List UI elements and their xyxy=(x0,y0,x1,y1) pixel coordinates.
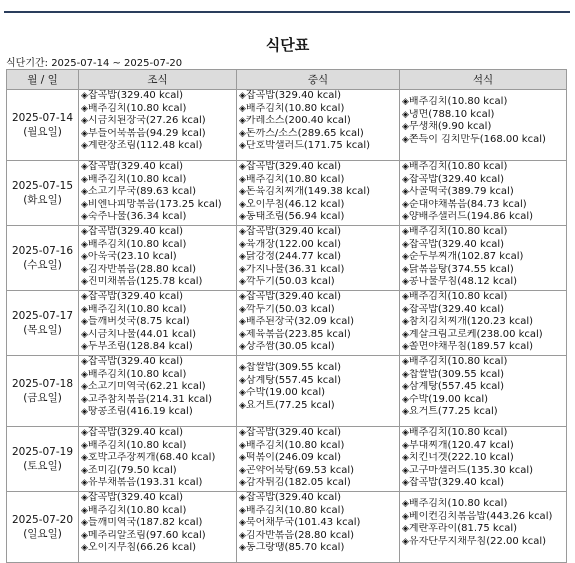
menu-item: ◈ 고구마샐러드(135.30 kcal) xyxy=(402,465,564,478)
menu-item: ◈ 찹쌀밥(309.55 kcal) xyxy=(402,369,564,382)
menu-item: ◈ 돈육김치찌개(149.38 kcal) xyxy=(239,186,397,199)
breakfast-cell xyxy=(79,226,237,291)
lunch-cell xyxy=(237,356,400,427)
menu-item: ◈ 소고기무국(89.63 kcal) xyxy=(81,186,234,199)
menu-item: ◈ 잡곡밥(329.40 kcal) xyxy=(402,174,564,187)
menu-item: ◈ 메추리알조림(97.60 kcal) xyxy=(81,530,234,543)
menu-item: ◈ 고추참치볶음(214.31 kcal) xyxy=(81,394,234,407)
menu-item: ◈ 북어채무국(101.43 kcal) xyxy=(239,517,397,530)
menu-item: ◈ 동그랑땡(85.70 kcal) xyxy=(239,542,397,555)
menu-item: ◈ 잡곡밥(329.40 kcal) xyxy=(81,427,234,440)
menu-item: ◈ 김자반볶음(28.80 kcal) xyxy=(239,530,397,543)
menu-item: ◈ 배추김치(10.80 kcal) xyxy=(402,356,564,369)
breakfast-cell xyxy=(79,356,237,427)
lunch-cell xyxy=(237,226,400,291)
date-text: 2025-07-15 xyxy=(11,180,74,192)
menu-item: ◈ 잡곡밥(329.40 kcal) xyxy=(81,226,234,239)
menu-item: ◈ 유부채볶음(193.31 kcal) xyxy=(81,477,234,490)
menu-item: ◈ 소고기미역국(62.21 kcal) xyxy=(81,381,234,394)
menu-item: ◈ 삼계탕(557.45 kcal) xyxy=(402,381,564,394)
menu-item: ◈ 육개장(122.00 kcal) xyxy=(239,239,397,252)
dinner-cell xyxy=(400,492,567,563)
menu-item: ◈ 냉면(788.10 kcal) xyxy=(402,109,564,122)
menu-item: ◈ 두부조림(128.84 kcal) xyxy=(81,341,234,354)
menu-item: ◈ 제육볶음(223.85 kcal) xyxy=(239,329,397,342)
menu-item: ◈ 떡볶이(246.09 kcal) xyxy=(239,452,397,465)
dinner-cell xyxy=(400,90,567,161)
menu-item: ◈ 오이지무침(66.26 kcal) xyxy=(81,542,234,555)
menu-item: ◈ 닭볶음탕(374.55 kcal) xyxy=(402,264,564,277)
date-text: 2025-07-18 xyxy=(11,378,74,390)
date-cell xyxy=(7,356,79,427)
menu-item: ◈ 배추김치(10.80 kcal) xyxy=(402,161,564,174)
breakfast-cell xyxy=(79,427,237,492)
menu-item: ◈ 돈까스/소스(289.65 kcal) xyxy=(239,128,397,141)
menu-item: ◈ 계란후라이(81.75 kcal) xyxy=(402,523,564,536)
menu-item: ◈ 참치김치찌개(120.23 kcal) xyxy=(402,316,564,329)
menu-item: ◈ 수박(19.00 kcal) xyxy=(402,394,564,407)
dinner-cell xyxy=(400,356,567,427)
menu-item: ◈ 배추김치(10.80 kcal) xyxy=(239,440,397,453)
menu-item: ◈ 부들어묵볶음(94.29 kcal) xyxy=(81,128,234,141)
menu-item: ◈ 가지나물(36.31 kcal) xyxy=(239,264,397,277)
menu-item: ◈ 배추김치(10.80 kcal) xyxy=(81,304,234,317)
header-dinner: 석식 xyxy=(400,70,567,90)
menu-item: ◈ 조미김(79.50 kcal) xyxy=(81,465,234,478)
menu-item: ◈ 배추김치(10.80 kcal) xyxy=(402,291,564,304)
menu-item: ◈ 배추된장국(32.09 kcal) xyxy=(239,316,397,329)
menu-item: ◈ 잡곡밥(329.40 kcal) xyxy=(81,356,234,369)
date-cell xyxy=(7,427,79,492)
date-cell xyxy=(7,492,79,563)
menu-item: ◈ 잡곡밥(329.40 kcal) xyxy=(239,291,397,304)
top-divider xyxy=(4,11,570,13)
meal-period: 식단기간: 2025-07-14 ~ 2025-07-20 xyxy=(6,58,183,69)
menu-item: ◈ 계란장조림(112.48 kcal) xyxy=(81,140,234,153)
menu-item: ◈ 땅콩조림(416.19 kcal) xyxy=(81,406,234,419)
menu-item: ◈ 쫀득이 김치만두(168.00 kcal) xyxy=(402,134,564,147)
weekday-text: (일요일) xyxy=(23,528,62,540)
menu-item: ◈ 유자단무지채무침(22.00 kcal) xyxy=(402,536,564,549)
menu-item: ◈ 콩나물무침(48.12 kcal) xyxy=(402,276,564,289)
menu-item: ◈ 계살크림고로케(238.00 kcal) xyxy=(402,329,564,342)
menu-item: ◈ 요거트(77.25 kcal) xyxy=(239,400,397,413)
menu-item: ◈ 들깨미역국(187.82 kcal) xyxy=(81,517,234,530)
menu-item: ◈ 쫄면야채무침(189.57 kcal) xyxy=(402,341,564,354)
menu-item: ◈ 잡곡밥(329.40 kcal) xyxy=(239,427,397,440)
header-lunch: 중식 xyxy=(237,70,400,90)
menu-item: ◈ 잡곡밥(329.40 kcal) xyxy=(81,291,234,304)
menu-item: ◈ 김자반볶음(28.80 kcal) xyxy=(81,264,234,277)
weekday-text: (토요일) xyxy=(23,460,62,472)
weekday-text: (화요일) xyxy=(23,194,62,206)
breakfast-cell xyxy=(79,161,237,226)
menu-item: ◈ 배추김치(10.80 kcal) xyxy=(239,174,397,187)
date-text: 2025-07-17 xyxy=(11,310,74,322)
breakfast-cell xyxy=(79,492,237,563)
menu-item: ◈ 카레소스(200.40 kcal) xyxy=(239,115,397,128)
menu-item: ◈ 아욱국(23.10 kcal) xyxy=(81,251,234,264)
breakfast-cell xyxy=(79,90,237,161)
menu-item: ◈ 시금치된장국(27.26 kcal) xyxy=(81,115,234,128)
menu-item: ◈ 무생채(9.90 kcal) xyxy=(402,121,564,134)
menu-item: ◈ 배추김치(10.80 kcal) xyxy=(81,369,234,382)
date-cell xyxy=(7,226,79,291)
date-cell xyxy=(7,90,79,161)
menu-item: ◈ 잡곡밥(329.40 kcal) xyxy=(402,304,564,317)
menu-item: ◈ 배추김치(10.80 kcal) xyxy=(81,103,234,116)
menu-item: ◈ 비엔나피망볶음(173.25 kcal) xyxy=(81,199,234,212)
menu-item: ◈ 깍두기(50.03 kcal) xyxy=(239,304,397,317)
menu-item: ◈ 요거트(77.25 kcal) xyxy=(402,406,564,419)
menu-item: ◈ 찹쌀밥(309.55 kcal) xyxy=(239,362,397,375)
menu-item: ◈ 배추김치(10.80 kcal) xyxy=(81,440,234,453)
menu-item: ◈ 배추김치(10.80 kcal) xyxy=(402,226,564,239)
date-text: 2025-07-20 xyxy=(11,514,74,526)
menu-item: ◈ 들깨버섯국(8.75 kcal) xyxy=(81,316,234,329)
menu-item: ◈ 양배추샐러드(194.86 kcal) xyxy=(402,211,564,224)
menu-item: ◈ 부대찌개(120.47 kcal) xyxy=(402,440,564,453)
menu-item: ◈ 배추김치(10.80 kcal) xyxy=(239,505,397,518)
menu-item: ◈ 곤약어묵탕(69.53 kcal) xyxy=(239,465,397,478)
menu-item: ◈ 배추김치(10.80 kcal) xyxy=(402,427,564,440)
menu-item: ◈ 잡곡밥(329.40 kcal) xyxy=(239,492,397,505)
breakfast-cell xyxy=(79,291,237,356)
menu-item: ◈ 상추쌈(30.05 kcal) xyxy=(239,341,397,354)
menu-item: ◈ 시금치나물(44.01 kcal) xyxy=(81,329,234,342)
dinner-cell xyxy=(400,427,567,492)
dinner-cell xyxy=(400,226,567,291)
menu-item: ◈ 잡곡밥(329.40 kcal) xyxy=(81,492,234,505)
menu-item: ◈ 배추김치(10.80 kcal) xyxy=(402,498,564,511)
table-row xyxy=(7,427,567,492)
menu-item: ◈ 동태조림(56.94 kcal) xyxy=(239,211,397,224)
lunch-cell xyxy=(237,492,400,563)
menu-item: ◈ 순두부찌개(102.87 kcal) xyxy=(402,251,564,264)
lunch-cell xyxy=(237,90,400,161)
menu-item: ◈ 단호박샐러드(171.75 kcal) xyxy=(239,140,397,153)
menu-item: ◈ 숙주나물(36.34 kcal) xyxy=(81,211,234,224)
menu-item: ◈ 잡곡밥(329.40 kcal) xyxy=(239,90,397,103)
menu-item: ◈ 잡곡밥(329.40 kcal) xyxy=(239,161,397,174)
date-cell xyxy=(7,161,79,226)
weekday-text: (수요일) xyxy=(23,259,62,271)
menu-item: ◈ 감자튀김(182.05 kcal) xyxy=(239,477,397,490)
menu-item: ◈ 배추김치(10.80 kcal) xyxy=(402,96,564,109)
table-row xyxy=(7,90,567,161)
header-date: 월 / 일 xyxy=(7,70,79,90)
menu-item: ◈ 배추김치(10.80 kcal) xyxy=(81,505,234,518)
table-row xyxy=(7,226,567,291)
table-row xyxy=(7,356,567,427)
date-text: 2025-07-19 xyxy=(11,446,74,458)
meal-table xyxy=(6,69,567,563)
menu-item: ◈ 잡곡밥(329.40 kcal) xyxy=(81,161,234,174)
date-cell xyxy=(7,291,79,356)
menu-item: ◈ 잡곡밥(329.40 kcal) xyxy=(239,226,397,239)
menu-item: ◈ 배추김치(10.80 kcal) xyxy=(239,103,397,116)
menu-item: ◈ 배추김치(10.80 kcal) xyxy=(81,239,234,252)
lunch-cell xyxy=(237,161,400,226)
table-row xyxy=(7,161,567,226)
table-body xyxy=(7,90,567,563)
menu-item: ◈ 잡곡밥(329.40 kcal) xyxy=(402,477,564,490)
lunch-cell xyxy=(237,291,400,356)
table-row xyxy=(7,291,567,356)
table-row xyxy=(7,492,567,563)
menu-item: ◈ 잡곡밥(329.40 kcal) xyxy=(81,90,234,103)
menu-item: ◈ 사골떡국(389.79 kcal) xyxy=(402,186,564,199)
menu-item: ◈ 깍두기(50.03 kcal) xyxy=(239,276,397,289)
weekday-text: (월요일) xyxy=(23,126,62,138)
menu-item: ◈ 수박(19.00 kcal) xyxy=(239,387,397,400)
menu-item: ◈ 오이무침(46.12 kcal) xyxy=(239,199,397,212)
weekday-text: (목요일) xyxy=(23,324,62,336)
menu-item: ◈ 호박고추장찌개(68.40 kcal) xyxy=(81,452,234,465)
menu-item: ◈ 진미채볶음(125.78 kcal) xyxy=(81,276,234,289)
menu-item: ◈ 닭강정(244.77 kcal) xyxy=(239,251,397,264)
menu-item: ◈ 베이컨김치볶음밥(443.26 kcal) xyxy=(402,511,564,524)
table-header-row xyxy=(7,70,567,90)
weekday-text: (금요일) xyxy=(23,392,62,404)
header-breakfast: 조식 xyxy=(79,70,237,90)
page-title: 식단표 xyxy=(265,36,310,54)
menu-item: ◈ 배추김치(10.80 kcal) xyxy=(81,174,234,187)
date-text: 2025-07-14 xyxy=(11,112,74,124)
date-text: 2025-07-16 xyxy=(11,245,74,257)
menu-item: ◈ 삼계탕(557.45 kcal) xyxy=(239,375,397,388)
menu-item: ◈ 순대야채볶음(84.73 kcal) xyxy=(402,199,564,212)
dinner-cell xyxy=(400,161,567,226)
dinner-cell xyxy=(400,291,567,356)
menu-item: ◈ 치킨너겟(222.10 kcal) xyxy=(402,452,564,465)
menu-item: ◈ 잡곡밥(329.40 kcal) xyxy=(402,239,564,252)
lunch-cell xyxy=(237,427,400,492)
